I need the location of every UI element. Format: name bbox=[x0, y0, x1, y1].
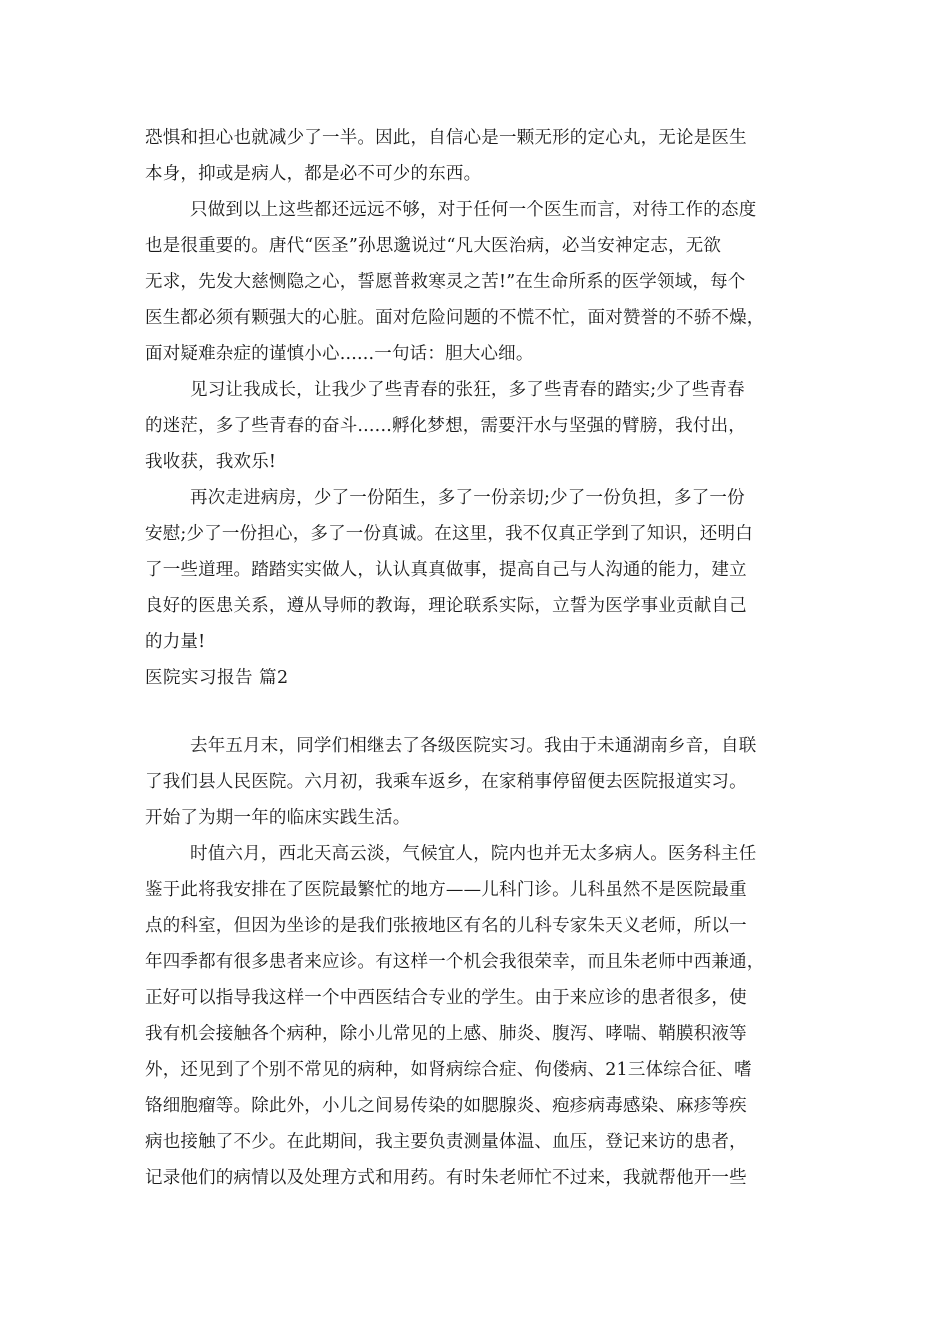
section-heading: 医院实习报告 篇2 bbox=[145, 668, 289, 688]
text-line: 正好可以指导我这样一个中西医结合专业的学生。由于来应诊的患者很多，使 bbox=[145, 988, 747, 1008]
text-line: 鉴于此将我安排在了医院最繁忙的地方——儿科门诊。儿科虽然不是医院最重 bbox=[145, 880, 747, 900]
text-line: 也是很重要的。唐代“医圣”孙思邈说过“凡大医治病，必当安神定志，无欲 bbox=[145, 236, 722, 256]
text-line: 再次走进病房，少了一份陌生，多了一份亲切;少了一份负担，多了一份 bbox=[190, 488, 745, 508]
text-line: 了一些道理。踏踏实实做人，认认真真做事，提高自己与人沟通的能力，建立 bbox=[145, 560, 747, 580]
text-line: 无求，先发大慈恻隐之心，誓愿普救寒灵之苦!”在生命所系的医学领域，每个 bbox=[145, 272, 746, 292]
text-line: 点的科室，但因为坐诊的是我们张掖地区有名的儿科专家朱天义老师，所以一 bbox=[145, 916, 747, 936]
text-line: 只做到以上这些都还远远不够，对于任何一个医生而言，对待工作的态度 bbox=[190, 200, 757, 220]
text-line: 我有机会接触各个病种，除小儿常见的上感、肺炎、腹泻、哮喘、鞘膜积液等 bbox=[145, 1024, 747, 1044]
text-line: 铬细胞瘤等。除此外，小儿之间易传染的如腮腺炎、疱疹病毒感染、麻疹等疾 bbox=[145, 1096, 747, 1116]
text-line: 良好的医患关系，遵从导师的教诲，理论联系实际，立誓为医学事业贡献自己 bbox=[145, 596, 747, 616]
text-line: 开始了为期一年的临床实践生活。 bbox=[145, 808, 411, 828]
text-line: 了我们县人民医院。六月初，我乘车返乡，在家稍事停留便去医院报道实习。 bbox=[145, 772, 747, 792]
text-line: 安慰;少了一份担心，多了一份真诚。在这里，我不仅真正学到了知识，还明白 bbox=[145, 524, 753, 544]
text-line: 去年五月末，同学们相继去了各级医院实习。我由于未通湖南乡音，自联 bbox=[190, 736, 757, 756]
text-line: 面对疑难杂症的谨慎小心......一句话：胆大心细。 bbox=[145, 344, 534, 364]
text-line: 的力量! bbox=[145, 632, 206, 652]
text-line: 时值六月，西北天高云淡，气候宜人，院内也并无太多病人。医务科主任 bbox=[190, 844, 757, 864]
text-line: 医生都必须有颗强大的心脏。面对危险问题的不慌不忙，面对赞誉的不骄不燥， bbox=[145, 308, 765, 328]
text-line: 外，还见到了个别不常见的病种，如肾病综合症、佝偻病、21三体综合征、嗜 bbox=[145, 1060, 752, 1080]
text-line: 本身，抑或是病人，都是必不可少的东西。 bbox=[145, 164, 482, 184]
text-line: 年四季都有很多患者来应诊。有这样一个机会我很荣幸，而且朱老师中西兼通， bbox=[145, 952, 765, 972]
text-line: 我收获，我欢乐! bbox=[145, 452, 277, 472]
text-line: 的迷茫，多了些青春的奋斗......孵化梦想，需要汗水与坚强的臂膀，我付出， bbox=[145, 416, 746, 436]
text-line: 病也接触了不少。在此期间，我主要负责测量体温、血压，登记来访的患者， bbox=[145, 1132, 747, 1152]
text-line: 恐惧和担心也就减少了一半。因此，自信心是一颗无形的定心丸，无论是医生 bbox=[145, 128, 747, 148]
text-line: 记录他们的病情以及处理方式和用药。有时朱老师忙不过来，我就帮他开一些 bbox=[145, 1168, 747, 1188]
text-line: 见习让我成长，让我少了些青春的张狂，多了些青春的踏实;少了些青春 bbox=[190, 380, 745, 400]
